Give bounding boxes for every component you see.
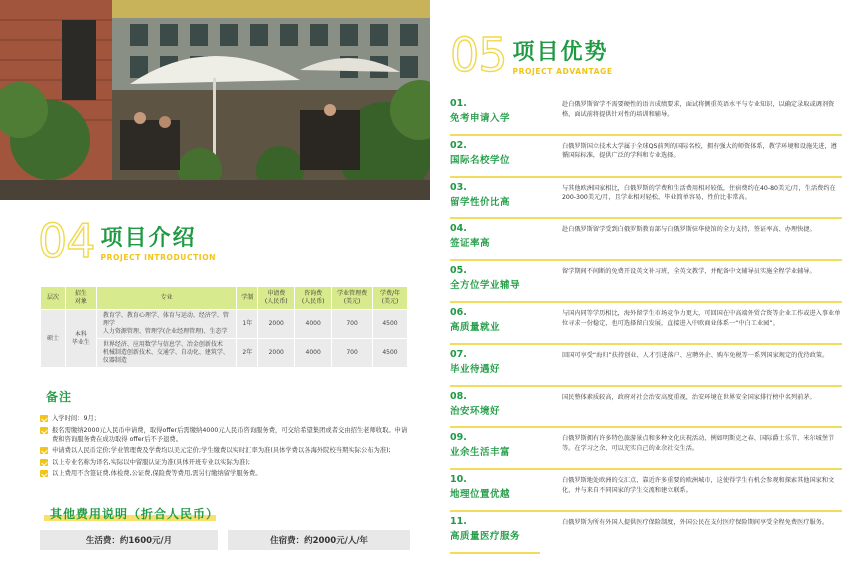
level-cell: 硕士 xyxy=(41,310,65,367)
section-number: 05 xyxy=(450,28,507,82)
application-fee-cell: 2000 xyxy=(258,310,294,338)
item-name: 全方位学业辅导 xyxy=(450,280,521,292)
note-item: 入学时间：9月； xyxy=(40,414,412,423)
table-header: 招生 对象 xyxy=(66,287,96,309)
list-item xyxy=(450,140,842,182)
section-number: 04 xyxy=(38,214,95,268)
item-description: 白俄罗斯拥有许多特色旅游景点和多种文化庆祝活动，例如明斯克之春、国际爵士乐节、米尔城堡节等。在学习之余，可以充实自己的业余社交生活。 xyxy=(562,435,835,452)
check-icon xyxy=(40,459,48,466)
notes-list xyxy=(40,414,412,481)
check-icon xyxy=(40,427,48,434)
item-description: 回国可享受“海归”扶持创业、人才引进落户、应聘外企、购车免税等一系列国家规定的优待政策。 xyxy=(562,351,829,359)
list-item xyxy=(450,307,842,349)
check-icon xyxy=(40,470,48,477)
advantage-list xyxy=(450,98,842,558)
note-item: 报名需缴纳2000元人民币申请费，取得offer后需缴纳4000元人民币咨询服务费，可交给希望集团或者交由招生老师收取。申请费和咨询服务费在成功取得 offer后不予退费。 xyxy=(40,426,412,444)
consulting-fee-cell: 4000 xyxy=(295,310,331,338)
divider xyxy=(450,134,842,136)
list-item xyxy=(450,432,842,474)
item-name: 留学性价比高 xyxy=(450,196,511,208)
check-icon xyxy=(40,447,48,454)
item-number: 04. xyxy=(450,223,467,235)
table-header: 学业管理费 (美元) xyxy=(332,287,372,309)
item-name: 地理位置优越 xyxy=(450,489,511,501)
right-page xyxy=(430,0,860,588)
project-table xyxy=(40,286,408,368)
notes-title: 备注 xyxy=(46,390,73,404)
item-number: 03. xyxy=(450,181,467,193)
application-fee-cell: 2000 xyxy=(258,339,294,367)
item-number: 02. xyxy=(450,139,467,151)
list-item xyxy=(450,391,842,433)
divider xyxy=(450,468,842,470)
divider xyxy=(450,217,842,219)
major-cell: 世界经济、应用数学与信息学、冶金创新技术 机械制造创新技术、交通学、自动化、建筑学、仪器制造 xyxy=(97,339,236,367)
major-cell: 教育学、教育心理学、体育与运动、经济学、管理学 人力资源管理、管理学(企业经理管理)、生态学 xyxy=(97,310,236,338)
table-header: 学制 xyxy=(237,287,257,309)
management-fee-cell: 700 xyxy=(332,339,372,367)
note-item: 以上专业名称为译名,实际以中留服认证为准(具体开班专业以实际为准); xyxy=(40,458,412,467)
item-name: 国际名校学位 xyxy=(450,154,511,166)
divider xyxy=(450,426,842,428)
item-description: 赴白俄罗斯留学不需要硬性的语言成绩要求，面试将侧重英语水平与专业知识，以确定录取或调剂资格，面试前将提供针对性的培训和辅导。 xyxy=(562,101,835,118)
item-number: 08. xyxy=(450,390,467,402)
list-item xyxy=(450,223,842,265)
table-row xyxy=(41,339,407,367)
section-title: 项目介绍 xyxy=(100,226,197,251)
table-header-row xyxy=(41,287,407,309)
item-description: 白俄罗斯为所有外国人提供医疗保险制度，外国公民在支付医疗保险期间享受全程免费医疗服务。 xyxy=(562,518,829,526)
item-name: 毕业待遇好 xyxy=(450,363,501,375)
living-cost-box: 生活费：约1600元/月 xyxy=(40,530,218,550)
divider xyxy=(450,176,842,178)
item-number: 05. xyxy=(450,265,467,277)
consulting-fee-cell: 4000 xyxy=(295,339,331,367)
table-header: 申请费 (人民币) xyxy=(258,287,294,309)
item-name: 业余生活丰富 xyxy=(450,447,511,459)
divider xyxy=(450,343,842,345)
note-item: 以上费用不含签证费,体检费,公证费,保险费等费用,需另行缴纳留学服务费。 xyxy=(40,469,412,478)
list-item xyxy=(450,182,842,224)
item-name: 高质量就业 xyxy=(450,321,501,333)
tuition-cell: 4500 xyxy=(373,310,407,338)
divider xyxy=(450,510,842,512)
item-description: 与其他欧洲国家相比，白俄罗斯的学费和生活费用相对较低，住宿费约在40-80美元/月，生活费约在200-300美元/月，且学业相对轻松，毕业简单容易，性价比非常高。 xyxy=(562,184,836,202)
item-number: 10. xyxy=(450,474,467,486)
item-description: 与国内同等学历相比，海外留学生市场竞争力更大，可回国在中高端外贸合资等企业工作或进入事业单位寻求一份稳定，也可选择留白发展，直接进入中欧商业体系一“中白工业园”。 xyxy=(562,309,841,327)
section-title: 项目优势 xyxy=(512,40,609,65)
table-header: 咨询费 (人民币) xyxy=(295,287,331,309)
table-header: 层次 xyxy=(41,287,65,309)
item-name: 高质量医疗服务 xyxy=(450,530,521,542)
list-item xyxy=(450,474,842,516)
item-description: 白俄罗斯国立技术大学属于全球QS前列的国际名校，拥有强大的师资体系，教学环境和设施先进，遵循国际标准，提供广泛的学科和专业选择。 xyxy=(562,142,837,160)
divider xyxy=(450,552,540,554)
project-advantage-heading xyxy=(450,28,613,82)
table-row xyxy=(41,310,407,338)
other-fees-title: 其他费用说明（折合人民币） xyxy=(50,507,220,521)
item-number: 09. xyxy=(450,432,467,444)
item-name: 治安环境好 xyxy=(450,405,501,417)
accommodation-cost-box: 住宿费：约2000元/人/年 xyxy=(228,530,410,550)
item-number: 07. xyxy=(450,348,467,360)
section-subtitle: PROJECT INTRODUCTION xyxy=(100,253,217,262)
check-icon xyxy=(40,415,48,422)
divider xyxy=(450,385,842,387)
target-cell: 本科 毕业生 xyxy=(66,310,96,367)
cafe-photo xyxy=(0,0,430,200)
duration-cell: 1年 xyxy=(237,310,257,338)
item-number: 11. xyxy=(450,515,467,527)
list-item xyxy=(450,98,842,140)
list-item xyxy=(450,349,842,391)
table-header: 专业 xyxy=(97,287,236,309)
list-item xyxy=(450,265,842,307)
item-number: 01. xyxy=(450,98,467,109)
item-name: 免考申请入学 xyxy=(450,113,511,124)
item-description: 留学期间不间断的免费开设英文补习班，全英文教学，并配备中文辅导员实施全程学业辅导。 xyxy=(562,268,816,276)
table-header: 学费/年 (美元) xyxy=(373,287,407,309)
item-description: 白俄罗斯地处欧洲的交汇点，靠近许多重要的欧洲城市，这使得学生有机会参观和探索其他国家和文化，并与来自不同国家的学生交流和建立联系。 xyxy=(562,477,835,494)
duration-cell: 2年 xyxy=(237,339,257,367)
tuition-cell: 4500 xyxy=(373,339,407,367)
list-item xyxy=(450,516,842,558)
management-fee-cell: 700 xyxy=(332,310,372,338)
divider xyxy=(450,301,842,303)
project-intro-heading xyxy=(38,214,217,268)
item-description: 赴白俄罗斯留学受到白俄罗斯教育部与白俄罗斯驻华使馆的全力支持，签证率高、办理快捷。 xyxy=(562,226,816,234)
section-subtitle: PROJECT ADVANTAGE xyxy=(512,67,613,76)
note-item: 申请费以人民币定价;学业管理费及学费均以美元定价;学生缴费以实时汇率为准(具体学费以各海外院校当期实际公布为准); xyxy=(40,446,412,455)
divider xyxy=(450,259,842,261)
item-description: 国民整体素质较高，政府对社会治安高度重视，治安环境在世界安全国家排行榜中名列前茅。 xyxy=(562,393,816,401)
item-name: 签证率高 xyxy=(450,238,491,250)
item-number: 06. xyxy=(450,306,467,318)
